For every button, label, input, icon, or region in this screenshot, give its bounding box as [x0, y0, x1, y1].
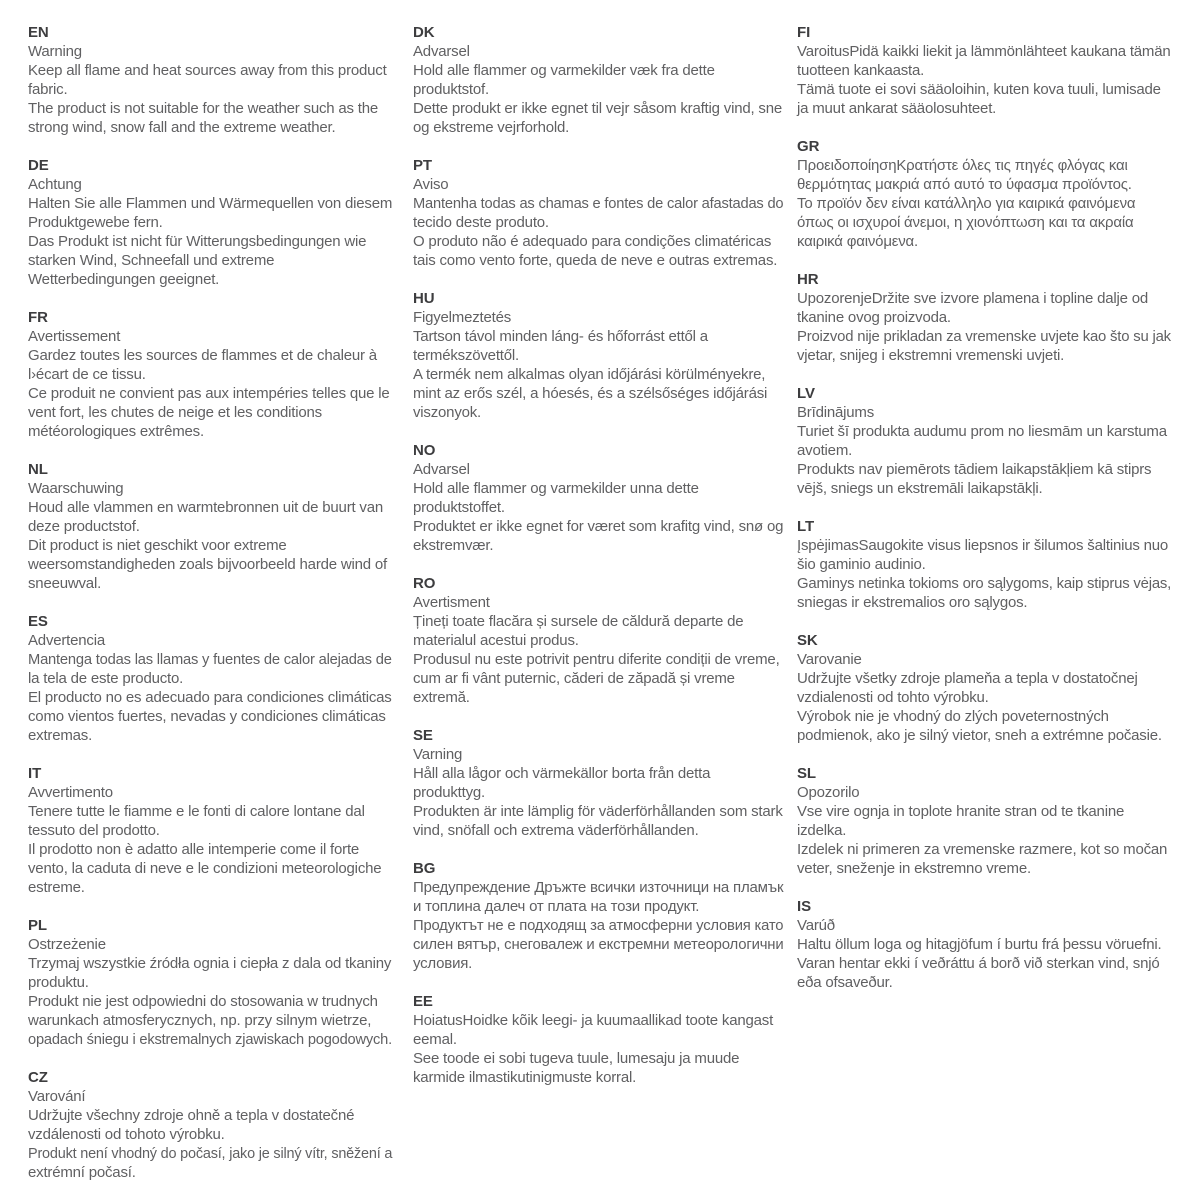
warning-text-line: podmienok, ako je silný vietor, sneh a extrémne počasie. — [797, 727, 1162, 744]
warning-text-line: Izdelek ni primeren za vremenske razmere, kot so močan — [797, 841, 1168, 858]
language-code-label: ES — [28, 613, 48, 630]
warning-text-line: Das Produkt ist nicht für Witterungsbedingungen wie — [28, 233, 367, 250]
warning-text-line: Ostrzeżenie — [28, 936, 106, 953]
warning-text-line: produktstof. — [413, 81, 489, 98]
warning-text-line: Avertisment — [413, 594, 490, 611]
warning-text-line: Vse vire ognja in toplote hranite stran od te tkanine — [797, 803, 1125, 820]
warning-text-line: Varúð — [797, 917, 835, 934]
warning-text-line: tecido deste produto. — [413, 214, 549, 231]
warning-text-line: Halten Sie alle Flammen und Wärmequellen von diesem — [28, 195, 393, 212]
language-code-label: NL — [28, 461, 48, 478]
lang-section-ee — [413, 992, 783, 1087]
lang-section-no — [413, 441, 783, 555]
warning-text-line: extremă. — [413, 689, 470, 706]
warning-text-line: όπως οι ισχυροί άνεμοι, η χιονόπτωση και τα ακραία — [797, 214, 1134, 231]
warning-text-line: ĮspėjimasSaugokite visus liepsnos ir šilumos šaltinius nuo — [797, 537, 1169, 554]
warning-text-line: A termék nem alkalmas olyan időjárási körülményekre, — [413, 366, 766, 383]
warning-text-line: Keep all flame and heat sources away from this product — [28, 62, 387, 79]
lang-section-bg — [413, 859, 783, 973]
warning-text-line: tuotteen kankaasta. — [797, 62, 925, 79]
warning-text-line: Proizvod nije prikladan za vremenske uvjete kao što su jak — [797, 328, 1171, 345]
language-code-label: IT — [28, 765, 42, 782]
warning-text-line: og ekstreme vejrforhold. — [413, 119, 570, 136]
warning-text-line: Avertissement — [28, 328, 121, 345]
warning-text-line: avotiem. — [797, 442, 853, 459]
warning-text-line: tkanine ovog proizvoda. — [797, 309, 951, 326]
warning-text-line: veter, sneženje in ekstremno vreme. — [797, 860, 1031, 877]
warning-text-line: Mantenha todas as chamas e fontes de calor afastadas do — [413, 195, 784, 212]
warning-text-line: Figyelmeztetés — [413, 309, 512, 326]
language-code-label: IS — [797, 898, 811, 915]
warning-text-line: Haltu öllum loga og hitagjöfum í burtu frá þessu vöruefni. — [797, 936, 1162, 953]
lang-section-en — [28, 23, 392, 137]
language-code-label: NO — [413, 442, 436, 459]
warning-text-line: deze productstof. — [28, 518, 140, 535]
warning-text-line: See toode ei sobi tugeva tuule, lumesaju ja muude — [413, 1050, 740, 1067]
language-code-label: HU — [413, 290, 435, 307]
warning-text-line: eemal. — [413, 1031, 457, 1048]
language-code-label: LT — [797, 518, 815, 535]
warning-text-line: extremas. — [28, 727, 93, 744]
warning-text-line: Țineți toate flacăra și sursele de căldură departe de — [413, 613, 744, 630]
lang-section-it — [28, 764, 392, 897]
warning-text-line: Aviso — [413, 176, 449, 193]
language-code-label: DE — [28, 157, 49, 174]
language-code-label: EN — [28, 24, 49, 41]
warning-text-line: ekstremvær. — [413, 537, 494, 554]
language-code-label: LV — [797, 385, 815, 402]
language-code-label: HR — [797, 271, 819, 288]
warning-text-line: eða ofsaveður. — [797, 974, 893, 991]
warning-text-line: strong wind, snow fall and the extreme weather. — [28, 119, 336, 136]
warning-text-line: Hold alle flammer og varmekilder væk fra dette — [413, 62, 715, 79]
warning-text-line: Produktet er ikke egnet for været som krafitg vind, snø og — [413, 518, 784, 535]
lang-section-pl — [28, 916, 392, 1049]
warning-text-line: условия. — [413, 955, 473, 972]
warning-text-line: Produkts nav piemērots tādiem laikapstākļiem kā stiprs — [797, 461, 1152, 478]
lang-section-sl — [797, 764, 1171, 878]
lang-section-lt — [797, 517, 1171, 612]
language-code-label: BG — [413, 860, 436, 877]
warning-text-line: Avvertimento — [28, 784, 113, 801]
warning-text-line: Trzymaj wszystkie źródła ognia i ciepła z dala od tkaniny — [28, 955, 392, 972]
warning-text-line: produktstoffet. — [413, 499, 505, 516]
warning-text-line: Håll alla lågor och värmekällor borta från detta — [413, 765, 711, 782]
lang-section-dk — [413, 23, 783, 137]
warning-text-line: produktu. — [28, 974, 89, 991]
warning-text-line: Hold alle flammer og varmekilder unna dette — [413, 480, 699, 497]
lang-section-pt — [413, 156, 783, 270]
warning-text-line: Varovanie — [797, 651, 862, 668]
warning-text-line: и топлина далеч от плата на този продукт. — [413, 898, 700, 915]
warning-text-line: produkttyg. — [413, 784, 486, 801]
warning-text-line: tais como vento forte, queda de neve e outras extremas. — [413, 252, 778, 269]
lang-section-se — [413, 726, 783, 840]
warning-text-line: sniegas ir ekstremalios oro sąlygos. — [797, 594, 1028, 611]
warning-text-line: силен вятър, снеговалеж и екстремни метеорологични — [413, 936, 784, 953]
language-code-label: FR — [28, 309, 48, 326]
language-code-label: SE — [413, 727, 433, 744]
language-code-label: GR — [797, 138, 820, 155]
warning-text-line: sneeuwval. — [28, 575, 102, 592]
warning-text-line: Varning — [413, 746, 463, 763]
warning-text-line: The product is not suitable for the weather such as the — [28, 100, 379, 117]
warning-text-line: vent fort, les chutes de neige et les conditions — [28, 404, 322, 421]
warning-text-line: vējš, sniegs un ekstremāli laikapstākļi. — [797, 480, 1043, 497]
warning-text-line: mint az erős szél, a hóesés, és a szélsőséges időjárási — [413, 385, 768, 402]
warning-text-line: El producto no es adecuado para condiciones climáticas — [28, 689, 392, 706]
warning-text-line: Tartson távol minden láng- és hőforrást ettől a — [413, 328, 708, 345]
warning-text-line: Предупреждение Дръжте всички източници на пламък — [413, 879, 784, 896]
warning-text-line: Wetterbedingungen geeignet. — [28, 271, 220, 288]
warning-text-line: warunkach atmosferycznych, np. przy silnym wietrze, — [28, 1012, 372, 1029]
lang-section-is — [797, 897, 1171, 992]
warning-text-line: Varan hentar ekki í veðráttu á borð við sterkan vind, snjó — [797, 955, 1160, 972]
warning-text-line: Το προϊόν δεν είναι κατάλληλο για καιρικά φαινόμενα — [797, 195, 1136, 212]
language-code-label: DK — [413, 24, 435, 41]
warning-text-line: O produto não é adequado para condições climatéricas — [413, 233, 772, 250]
warning-text-line: Opozorilo — [797, 784, 860, 801]
warning-text-line: vento, la caduta di neve e le condizioni meteorologiche — [28, 860, 382, 877]
lang-section-hu — [413, 289, 783, 422]
warning-text-line: materialul acestui produs. — [413, 632, 579, 649]
warning-text-line: Il prodotto non è adatto alle intemperie come il forte — [28, 841, 360, 858]
lang-section-de — [28, 156, 392, 289]
warning-text-line: izdelka. — [797, 822, 847, 839]
warning-text-line: vzdialenosti od tohto výrobku. — [797, 689, 989, 706]
warning-text-line: Udržujte všechny zdroje ohně a tepla v dostatečné — [28, 1107, 355, 1124]
language-code-label: RO — [413, 575, 436, 592]
warning-column-3 — [797, 23, 1171, 1011]
warning-text-line: Produkt nie jest odpowiedni do stosowania w trudnych — [28, 993, 378, 1010]
lang-section-fr — [28, 308, 392, 441]
warning-text-line: Tämä tuote ei sovi sääoloihin, kuten kova tuuli, lumisade — [797, 81, 1161, 98]
language-code-label: PL — [28, 917, 47, 934]
warning-text-line: καιρικά φαινόμενα. — [797, 233, 918, 250]
lang-section-sk — [797, 631, 1171, 745]
language-code-label: FI — [797, 24, 811, 41]
warning-text-line: Dette produkt er ikke egnet til vejr såsom kraftig vind, sne — [413, 100, 783, 117]
warning-text-line: starken Wind, Schneefall und extreme — [28, 252, 275, 269]
warning-text-line: Gardez toutes les sources de flammes et de chaleur à — [28, 347, 377, 364]
warning-text-line: Advarsel — [413, 43, 470, 60]
warning-text-line: ΠροειδοποίησηΚρατήστε όλες τις πηγές φλόγας και — [797, 157, 1128, 174]
warning-text-line: θερμότητας μακριά από αυτό το ύφασμα προϊόντος. — [797, 176, 1132, 193]
warning-text-line: tessuto del prodotto. — [28, 822, 160, 839]
warning-text-line: HoiatusHoidke kõik leegi- ja kuumaallikad toote kangast — [413, 1012, 774, 1029]
warning-text-line: l›écart de ce tissu. — [28, 366, 146, 383]
lang-section-nl — [28, 460, 392, 593]
warning-text-line: Tenere tutte le fiamme e le fonti di calore lontane dal — [28, 803, 365, 820]
warning-text-line: vzdálenosti od tohoto výrobku. — [28, 1126, 225, 1143]
lang-section-lv — [797, 384, 1171, 498]
warning-text-line: Turiet šī produkta audumu prom no liesmām un karstuma — [797, 423, 1167, 440]
language-code-label: PT — [413, 157, 432, 174]
warning-text-line: extrémní počasí. — [28, 1164, 136, 1181]
warning-text-line: estreme. — [28, 879, 85, 896]
warning-text-line: Продуктът не е подходящ за атмосферни условия като — [413, 917, 784, 934]
lang-section-es — [28, 612, 392, 745]
warning-text-line: Brīdinājums — [797, 404, 874, 421]
warning-text-line: Produktgewebe fern. — [28, 214, 163, 231]
warning-text-line: weersomstandigheden zoals bijvoorbeeld harde wind of — [28, 556, 387, 573]
lang-section-fi — [797, 23, 1171, 118]
warning-text-line: vjetar, snijeg i ekstremni vremenski uvjeti. — [797, 347, 1065, 364]
warning-text-line: Advarsel — [413, 461, 470, 478]
warning-text-line: Achtung — [28, 176, 82, 193]
warning-text-line: Waarschuwing — [28, 480, 124, 497]
warning-text-line: la tela de este producto. — [28, 670, 184, 687]
language-code-label: SL — [797, 765, 816, 782]
language-code-label: EE — [413, 993, 433, 1010]
warning-text-line: šio gaminio audinio. — [797, 556, 926, 573]
warning-text-line: Gaminys netinka tokioms oro sąlygoms, kaip stiprus vėjas, — [797, 575, 1172, 592]
warning-text-line: vind, snöfall och extrema väderförhållanden. — [413, 822, 699, 839]
warning-text-line: Advertencia — [28, 632, 106, 649]
warning-text-line: météorologiques extrêmes. — [28, 423, 204, 440]
warning-text-line: Udržujte všetky zdroje plameňa a tepla v dostatočnej — [797, 670, 1138, 687]
warning-text-line: Produkten är inte lämplig för väderförhållanden som stark — [413, 803, 783, 820]
lang-section-cz — [28, 1068, 392, 1182]
warning-text-line: Mantenga todas las llamas y fuentes de calor alejadas de — [28, 651, 392, 668]
warning-text-line: termékszövettől. — [413, 347, 520, 364]
warning-text-line: Dit product is niet geschikt voor extreme — [28, 537, 287, 554]
warning-text-line: fabric. — [28, 81, 68, 98]
lang-section-ro — [413, 574, 783, 707]
warning-text-line: Výrobok nie je vhodný do zlých poveternostných — [797, 708, 1109, 725]
warning-text-line: opadach śniegu i ekstremalnych zjawiskach pogodowych. — [28, 1031, 392, 1048]
warning-text-line: Produkt není vhodný do počasí, jako je silný vítr, sněžení a — [28, 1145, 393, 1162]
language-code-label: SK — [797, 632, 818, 649]
warning-text-line: Warning — [28, 43, 82, 60]
warning-text-line: Produsul nu este potrivit pentru diferite condiții de vreme, — [413, 651, 780, 668]
warning-column-1 — [28, 23, 392, 1201]
warning-text-line: como vientos fuertes, nevadas y condiciones climáticas — [28, 708, 386, 725]
lang-section-gr — [797, 137, 1171, 251]
warning-column-2 — [413, 23, 783, 1106]
warning-text-line: ja muut ankarat sääolosuhteet. — [797, 100, 997, 117]
warning-text-line: UpozorenjeDržite sve izvore plamena i topline dalje od — [797, 290, 1149, 307]
language-code-label: CZ — [28, 1069, 48, 1086]
warning-text-line: viszonyok. — [413, 404, 482, 421]
warning-text-line: cum ar fi vânt puternic, căderi de zăpadă și vreme — [413, 670, 735, 687]
warning-text-line: Houd alle vlammen en warmtebronnen uit de buurt van — [28, 499, 384, 516]
warning-text-line: Ce produit ne convient pas aux intempéries telles que le — [28, 385, 390, 402]
warning-text-line: Varování — [28, 1088, 86, 1105]
warning-text-line: karmide ilmastikutinigmuste korral. — [413, 1069, 637, 1086]
warning-text-line: VaroitusPidä kaikki liekit ja lämmönlähteet kaukana tämän — [797, 43, 1171, 60]
lang-section-hr — [797, 270, 1171, 365]
